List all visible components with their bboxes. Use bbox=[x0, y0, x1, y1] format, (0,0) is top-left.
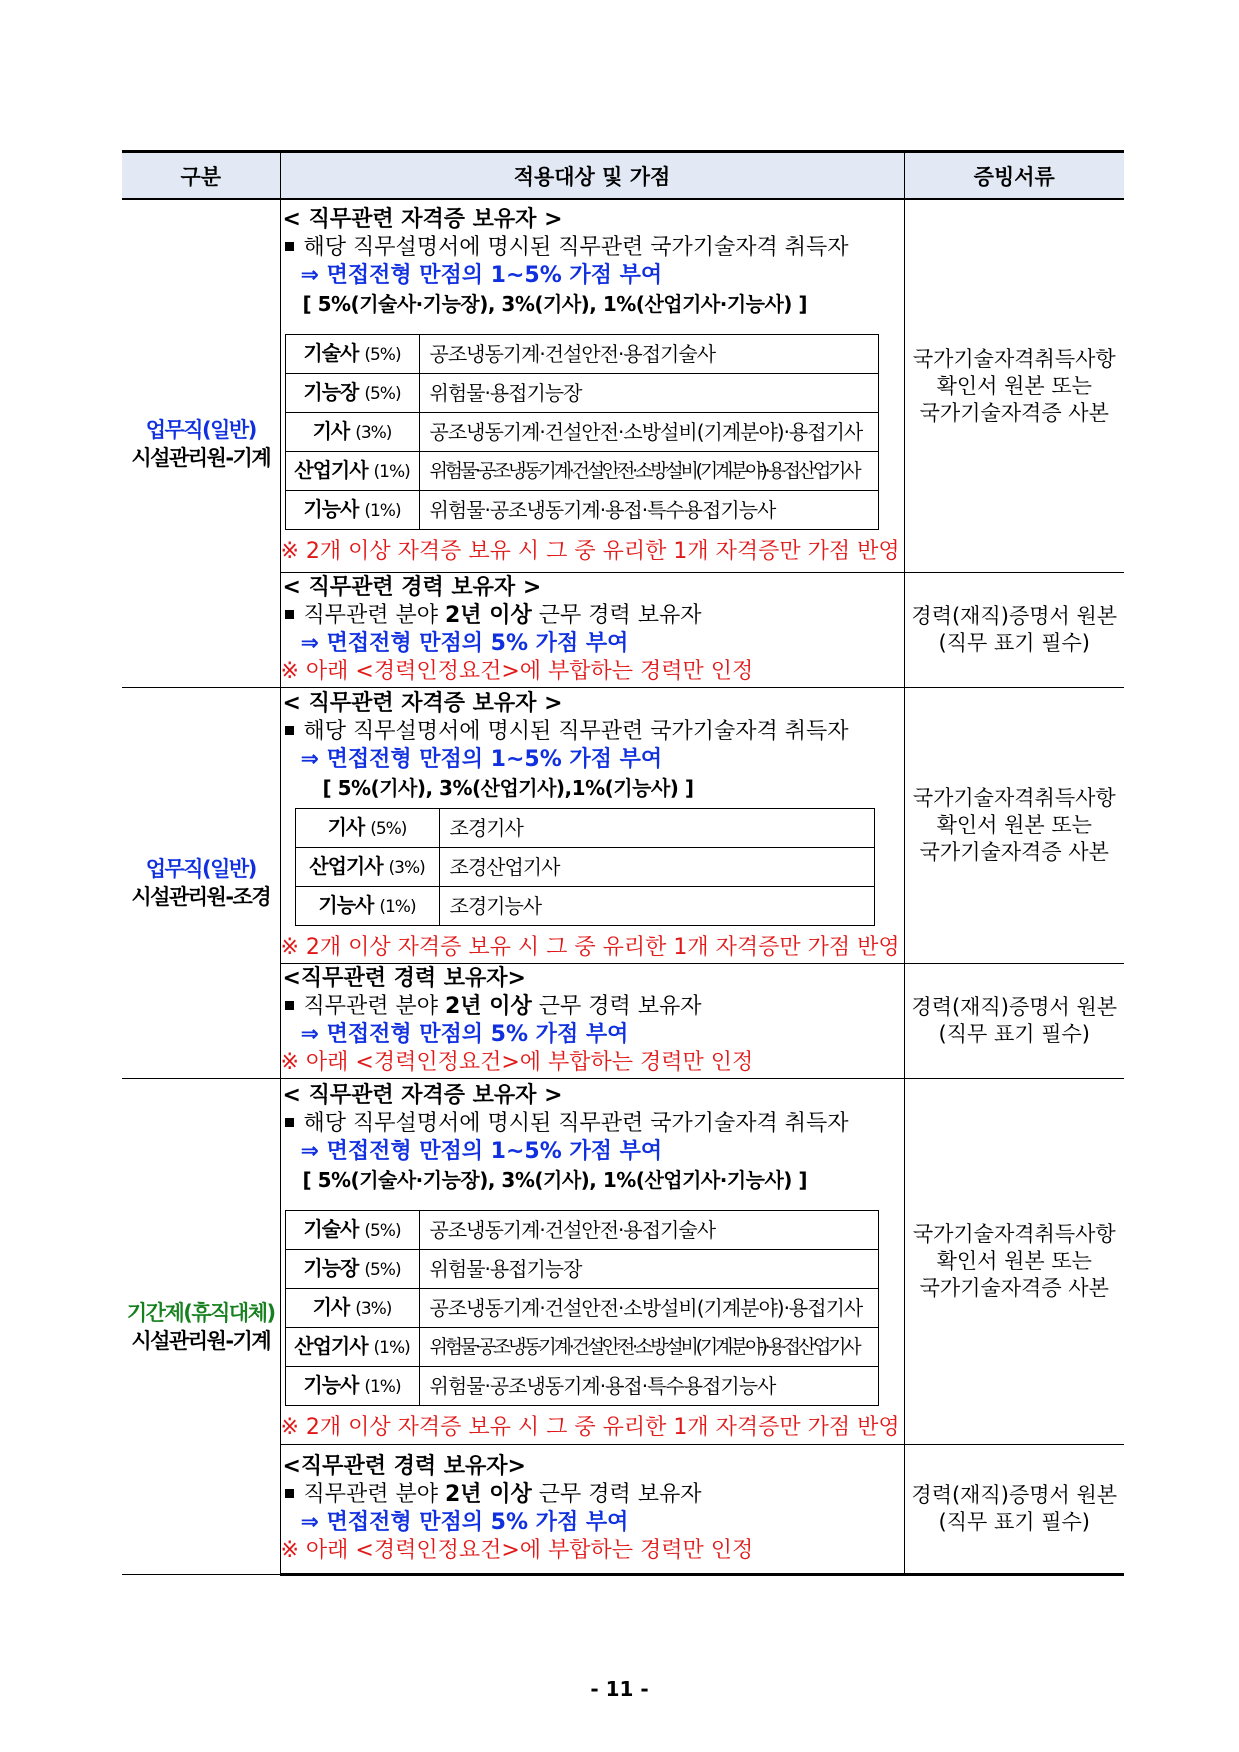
section-3-cert-row bbox=[122, 1079, 1124, 1445]
table-row bbox=[295, 886, 874, 925]
cert-grade-list: 위험물·공조냉동기계·건설안전·소방설비(기계분야)·용접산업기사 bbox=[419, 452, 878, 491]
table-row bbox=[285, 335, 878, 374]
cert-bonus: ⇒ 면접전형 만점의 1~5% 가점 부여 bbox=[300, 746, 663, 772]
category-position: 시설관리원-기계 bbox=[131, 1328, 271, 1353]
cert-grade-percent: (1%) bbox=[364, 501, 401, 521]
cert-grade-percent: (1%) bbox=[364, 1376, 401, 1397]
section-1-category bbox=[122, 199, 280, 688]
career-desc-c: 근무 경력 보유자 bbox=[531, 1482, 702, 1507]
career-note: ※ 아래 <경력인정요건>에 부합하는 경력만 인정 bbox=[280, 659, 754, 684]
cert-grade-list: 위험물·용접기능장 bbox=[419, 1249, 878, 1288]
cert-note: ※ 2개 이상 자격증 보유 시 그 중 유리한 1개 자격증만 가점 반영 bbox=[280, 539, 900, 564]
doc-line: 확인서 원본 또는 bbox=[936, 373, 1092, 398]
cert-list-table bbox=[285, 334, 879, 530]
bullet-icon bbox=[285, 610, 294, 619]
cert-grade: 기능장 bbox=[303, 1255, 359, 1280]
career-years: 2년 이상 bbox=[445, 603, 532, 628]
section-2-cert-row bbox=[122, 688, 1124, 964]
bullet-icon bbox=[285, 1118, 294, 1127]
section-3-career-content bbox=[280, 1445, 904, 1575]
cert-heading: < 직무관련 자격증 보유자 > bbox=[282, 1082, 563, 1108]
section-1-cert-content bbox=[280, 199, 904, 573]
cert-grade-percent: (5%) bbox=[370, 818, 407, 839]
career-heading: <직무관련 경력 보유자> bbox=[282, 966, 526, 991]
cert-bonus-breakdown: [ 5%(기술사·기능장), 3%(기사), 1%(산업기사·기능사) ] bbox=[302, 292, 808, 316]
cert-grade: 기능장 bbox=[303, 380, 359, 404]
category-type: 업무직(일반) bbox=[145, 857, 256, 881]
section-3-cert-docs bbox=[904, 1079, 1124, 1445]
doc-line: 경력(재직)증명서 원본 bbox=[911, 995, 1118, 1019]
career-bonus: ⇒ 면접전형 만점의 5% 가점 부여 bbox=[300, 1022, 629, 1047]
doc-line: 확인서 원본 또는 bbox=[936, 1249, 1092, 1273]
cert-grade-list: 위험물·공조냉동기계·건설안전·소방설비(기계분야)·용접산업기사 bbox=[419, 1327, 878, 1366]
career-desc-c: 근무 경력 보유자 bbox=[531, 603, 702, 628]
cert-grade-list: 공조냉동기계·건설안전·소방설비(기계분야)·용접기사 bbox=[419, 1288, 878, 1327]
section-2-career-content bbox=[280, 964, 904, 1079]
doc-line: 경력(재직)증명서 원본 bbox=[911, 604, 1118, 628]
cert-grade-percent: (5%) bbox=[364, 1259, 401, 1280]
cert-grade: 산업기사 bbox=[309, 853, 383, 878]
cert-list-table bbox=[285, 1210, 879, 1406]
doc-line: (직무 표기 필수) bbox=[938, 1022, 1090, 1046]
section-1-career-docs bbox=[904, 573, 1124, 688]
table-row bbox=[285, 1288, 878, 1327]
cert-grade: 기술사 bbox=[303, 1216, 359, 1241]
cert-grade-list: 위험물·용접기능장 bbox=[419, 374, 878, 413]
doc-line: 국가기술자격취득사항 bbox=[912, 346, 1116, 371]
cert-bonus-breakdown: [ 5%(기술사·기능장), 3%(기사), 1%(산업기사·기능사) ] bbox=[302, 1167, 808, 1192]
cert-grade-percent: (5%) bbox=[364, 1220, 401, 1241]
career-desc-a: 직무관련 분야 bbox=[303, 994, 445, 1019]
header-target: 적용대상 및 가점 bbox=[280, 152, 904, 200]
cert-note: ※ 2개 이상 자격증 보유 시 그 중 유리한 1개 자격증만 가점 반영 bbox=[280, 934, 900, 960]
table-row bbox=[295, 808, 874, 847]
cert-grade: 기술사 bbox=[303, 341, 359, 365]
cert-grade: 기능사 bbox=[318, 892, 374, 917]
doc-line: 확인서 원본 또는 bbox=[936, 813, 1092, 837]
section-1-cert-docs bbox=[904, 199, 1124, 573]
table-row bbox=[285, 1210, 878, 1249]
cert-grade-percent: (5%) bbox=[364, 345, 401, 365]
cert-grade-percent: (3%) bbox=[355, 1298, 392, 1319]
career-note: ※ 아래 <경력인정요건>에 부합하는 경력만 인정 bbox=[280, 1538, 754, 1563]
cert-heading: < 직무관련 자격증 보유자 > bbox=[282, 207, 563, 232]
cert-description: 해당 직무설명서에 명시된 직무관련 국가기술자격 취득자 bbox=[303, 235, 849, 260]
career-years: 2년 이상 bbox=[445, 994, 532, 1019]
cert-grade: 기사 bbox=[312, 419, 350, 443]
doc-line: 국가기술자격증 사본 bbox=[919, 400, 1109, 425]
section-2-cert-content bbox=[280, 688, 904, 964]
section-2-career-docs bbox=[904, 964, 1124, 1079]
table-row bbox=[285, 413, 878, 452]
cert-grade: 산업기사 bbox=[294, 1333, 368, 1358]
cert-grade-percent: (1%) bbox=[373, 462, 410, 482]
table-row bbox=[285, 374, 878, 413]
doc-line: 국가기술자격증 사본 bbox=[919, 1276, 1109, 1300]
cert-grade-list: 공조냉동기계·건설안전·용접기술사 bbox=[419, 1210, 878, 1249]
cert-heading: < 직무관련 자격증 보유자 > bbox=[282, 690, 563, 716]
doc-line: 국가기술자격취득사항 bbox=[912, 786, 1116, 810]
section-1-career-content bbox=[280, 573, 904, 688]
table-header-row bbox=[122, 152, 1124, 200]
category-position: 시설관리원-조경 bbox=[131, 885, 271, 909]
bonus-points-table bbox=[122, 150, 1124, 1576]
category-type: 업무직(일반) bbox=[145, 417, 256, 442]
cert-grade-list: 위험물·공조냉동기계·용접·특수용접기능사 bbox=[419, 491, 878, 530]
cert-grade-percent: (5%) bbox=[364, 384, 401, 404]
career-desc-c: 근무 경력 보유자 bbox=[531, 994, 702, 1019]
header-category: 구분 bbox=[122, 152, 280, 200]
header-documents: 증빙서류 bbox=[904, 152, 1124, 200]
table-row bbox=[285, 1366, 878, 1405]
career-desc-a: 직무관련 분야 bbox=[303, 603, 445, 628]
section-2-cert-docs bbox=[904, 688, 1124, 964]
table-row bbox=[285, 491, 878, 530]
cert-grade: 기능사 bbox=[303, 1372, 359, 1397]
cert-bonus: ⇒ 면접전형 만점의 1~5% 가점 부여 bbox=[300, 1138, 663, 1164]
bullet-icon bbox=[285, 726, 294, 735]
career-note: ※ 아래 <경력인정요건>에 부합하는 경력만 인정 bbox=[280, 1050, 754, 1075]
table-row bbox=[285, 452, 878, 491]
cert-grade: 기사 bbox=[312, 1294, 350, 1319]
career-desc-a: 직무관련 분야 bbox=[303, 1482, 445, 1507]
cert-grade: 기능사 bbox=[303, 497, 359, 521]
cert-grade-list: 조경기사 bbox=[439, 808, 874, 847]
section-1-cert-row bbox=[122, 199, 1124, 573]
page-number: - 11 - bbox=[590, 1677, 649, 1701]
career-heading: < 직무관련 경력 보유자 > bbox=[282, 575, 542, 600]
bullet-icon bbox=[285, 1489, 294, 1498]
career-bonus: ⇒ 면접전형 만점의 5% 가점 부여 bbox=[300, 1510, 629, 1535]
cert-grade-percent: (1%) bbox=[379, 896, 416, 917]
cert-grade: 산업기사 bbox=[294, 458, 368, 482]
cert-note: ※ 2개 이상 자격증 보유 시 그 중 유리한 1개 자격증만 가점 반영 bbox=[280, 1414, 900, 1440]
career-heading: <직무관련 경력 보유자> bbox=[282, 1454, 526, 1479]
table-row bbox=[295, 847, 874, 886]
cert-grade-list: 조경산업기사 bbox=[439, 847, 874, 886]
section-3-cert-content bbox=[280, 1079, 904, 1445]
table-row bbox=[285, 1327, 878, 1366]
cert-grade-list: 조경기능사 bbox=[439, 886, 874, 925]
section-3-category bbox=[122, 1079, 280, 1575]
cert-grade-list: 위험물·공조냉동기계·용접·특수용접기능사 bbox=[419, 1366, 878, 1405]
cert-list-table bbox=[295, 808, 875, 926]
doc-line: (직무 표기 필수) bbox=[938, 1510, 1090, 1534]
career-years: 2년 이상 bbox=[445, 1482, 532, 1507]
cert-grade-percent: (3%) bbox=[355, 423, 392, 443]
bullet-icon bbox=[285, 242, 294, 251]
doc-line: (직무 표기 필수) bbox=[938, 631, 1090, 655]
cert-grade-percent: (1%) bbox=[373, 1337, 410, 1358]
category-position: 시설관리원-기계 bbox=[131, 445, 271, 470]
cert-description: 해당 직무설명서에 명시된 직무관련 국가기술자격 취득자 bbox=[303, 718, 849, 744]
cert-grade-percent: (3%) bbox=[388, 857, 425, 878]
cert-bonus: ⇒ 면접전형 만점의 1~5% 가점 부여 bbox=[300, 263, 663, 288]
cert-grade-list: 공조냉동기계·건설안전·용접기술사 bbox=[419, 335, 878, 374]
cert-description: 해당 직무설명서에 명시된 직무관련 국가기술자격 취득자 bbox=[303, 1110, 849, 1136]
section-2-category bbox=[122, 688, 280, 1079]
section-3-career-docs bbox=[904, 1445, 1124, 1575]
cert-grade-list: 공조냉동기계·건설안전·소방설비(기계분야)·용접기사 bbox=[419, 413, 878, 452]
bullet-icon bbox=[285, 1001, 294, 1010]
doc-line: 경력(재직)증명서 원본 bbox=[911, 1483, 1118, 1507]
career-bonus: ⇒ 면접전형 만점의 5% 가점 부여 bbox=[300, 631, 629, 656]
table-row bbox=[285, 1249, 878, 1288]
cert-bonus-breakdown: [ 5%(기사), 3%(산업기사),1%(기능사) ] bbox=[322, 775, 694, 800]
category-type: 기간제(휴직대체) bbox=[126, 1300, 275, 1325]
doc-line: 국가기술자격취득사항 bbox=[912, 1222, 1116, 1246]
doc-line: 국가기술자격증 사본 bbox=[919, 840, 1109, 864]
cert-grade: 기사 bbox=[327, 814, 365, 839]
